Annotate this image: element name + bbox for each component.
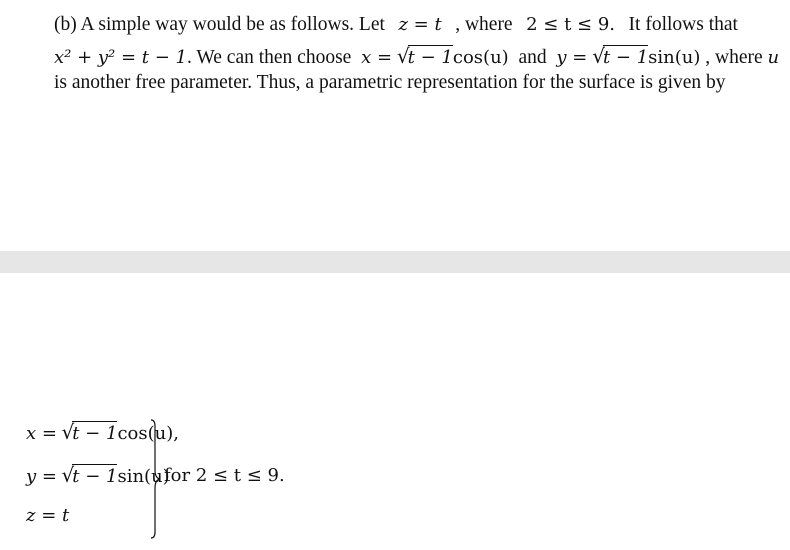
x-cos-term: cos(u) — [452, 47, 509, 68]
z-equals-t: z = t — [398, 14, 442, 35]
sys-x-cos: cos(u), — [117, 423, 179, 444]
sys-y-sin: sin(u) — [117, 466, 170, 487]
parameter-u: u — [767, 47, 780, 68]
right-brace — [150, 418, 162, 540]
where-text: , where — [455, 14, 513, 35]
x-radicand: t − 1 — [407, 47, 453, 68]
intro-text: (b) A simple way would be as follows. Let — [54, 14, 385, 35]
system-y-equation — [26, 463, 170, 487]
follows-text: It follows that — [628, 14, 738, 35]
where-text-2: , where — [705, 47, 763, 68]
x-lhs: x = — [361, 47, 393, 68]
y-lhs: y = — [556, 47, 588, 68]
y-radicand: t − 1 — [602, 47, 649, 68]
sys-y-lhs: y = — [26, 466, 57, 487]
paragraph-line-1 — [54, 11, 738, 39]
sys-x-lhs: x = — [26, 423, 57, 444]
sys-x-sqrt: √t − 1 — [61, 420, 118, 444]
sys-y-radicand: t − 1 — [72, 466, 118, 487]
system-z-equation: z = t — [26, 505, 70, 526]
choose-text: . We can then choose — [187, 47, 352, 68]
sys-y-sqrt: √t − 1 — [61, 463, 118, 487]
and-text: and — [518, 47, 547, 68]
document-page — [0, 0, 790, 250]
y-sin-term: sin(u) — [648, 47, 701, 68]
page-separator — [0, 251, 790, 273]
y-sqrt: √t − 1 — [592, 44, 649, 68]
t-range: 2 ≤ t ≤ 9. — [526, 14, 616, 35]
paragraph-line-2 — [54, 42, 780, 72]
paragraph-line-3: is another free parameter. Thus, a parametric representation for the surface is given by — [54, 72, 726, 93]
x-sqrt: √t − 1 — [396, 44, 453, 68]
parameter-condition: for 2 ≤ t ≤ 9. — [164, 465, 285, 486]
sys-x-radicand: t − 1 — [72, 423, 118, 444]
circle-equation: x² + y² = t − 1 — [54, 47, 188, 68]
